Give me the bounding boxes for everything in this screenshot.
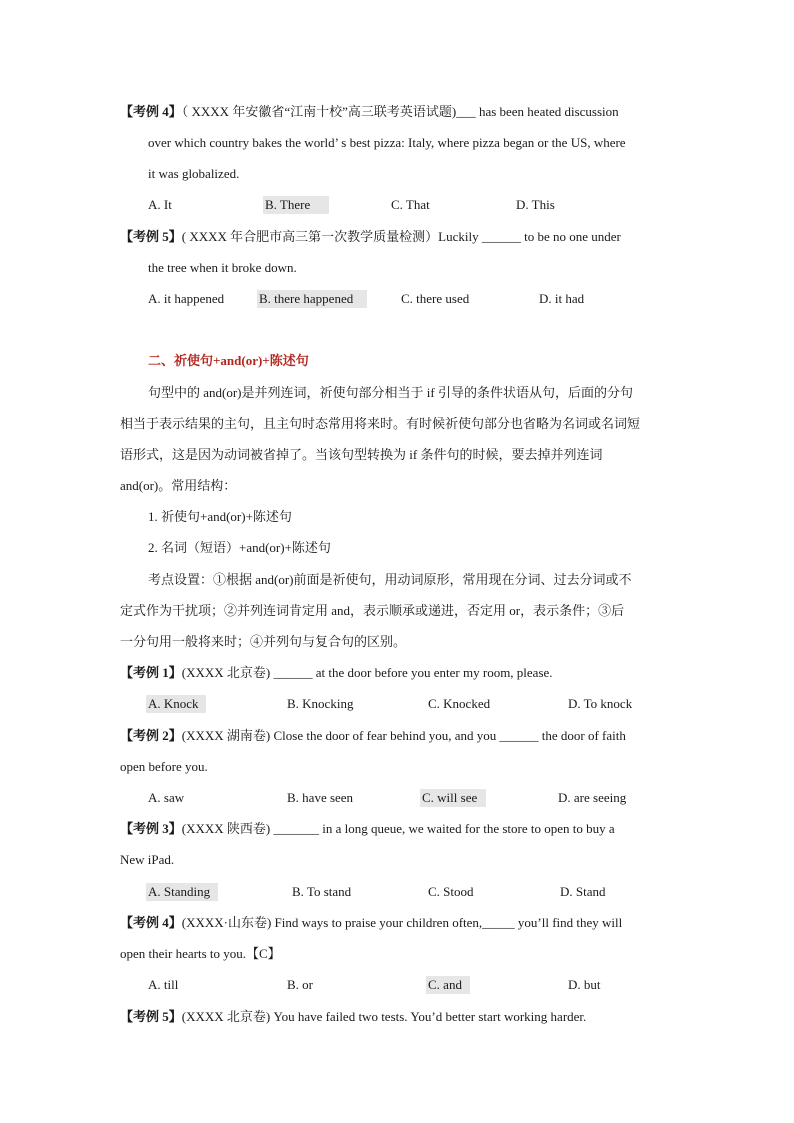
example-1-line1 (120, 664, 553, 682)
option-b: B. have seen (287, 790, 354, 805)
option-d: D. Stand (560, 884, 606, 899)
example-3-line1 (120, 820, 615, 838)
example-5a-line2: the tree when it broke down. (148, 260, 297, 275)
option-b: B. Knocking (287, 696, 354, 711)
option-a: A. it happened (148, 291, 225, 306)
example-4a-line2: over which country bakes the world’ s best pizza: Italy, where pizza began or the US, where (148, 135, 626, 150)
test-points-line1: 考点设置：①根据 and(or)前面是祈使句，用动词原形，常用现在分词、过去分词或不 (148, 572, 632, 587)
option-b-answer: B. there happened (257, 290, 367, 308)
section-para-line1: 句型中的 and(or)是并列连词，祈使句部分相当于 if 引导的条件状语从句，后面的分句 (148, 385, 633, 400)
example-label: 【考例 1】 (120, 665, 182, 680)
structure-item-1: 1. 祈使句+and(or)+陈述句 (148, 509, 292, 524)
option-a-answer: A. Standing (146, 883, 218, 901)
example-4a-line3: it was globalized. (148, 166, 240, 181)
example-text: (XXXX 陕西卷) _______ in a long queue, we waited for the store to open to buy a (181, 821, 615, 836)
option-d: D. but (568, 977, 601, 992)
option-b-answer: B. There (263, 196, 329, 214)
example-2-line1 (120, 727, 626, 745)
option-d: D. it had (539, 291, 585, 306)
option-d: D. To knock (568, 696, 633, 711)
example-text: ( XXXX 年合肥市高三第一次教学质量检测）Luckily ______ to be no one under (181, 229, 621, 244)
section-para-line2: 相当于表示结果的主句，且主句时态常用将来时。有时候祈使句部分也省略为名词或名词短 (120, 416, 641, 431)
example-text: (XXXX 北京卷) You have failed two tests. You’d better start working harder. (181, 1009, 587, 1024)
test-points-line3: 一分句用一般将来时；④并列句与复合句的区别。 (120, 634, 407, 649)
example-4a-line1 (120, 103, 675, 121)
option-d: D. This (516, 197, 555, 212)
section-heading: 二、祈使句+and(or)+陈述句 (148, 353, 309, 368)
example-text: (XXXX 湖南卷) Close the door of fear behind you, and you ______ the door of faith (181, 728, 626, 743)
example-label: 【考例 4】 (120, 104, 182, 119)
option-c-answer: C. and (426, 976, 470, 994)
option-c: C. there used (401, 291, 470, 306)
example-label: 【考例 5】 (120, 1009, 182, 1024)
option-a: A. saw (148, 790, 185, 805)
section-para-line4: and(or)。常用结构： (120, 478, 237, 493)
example-label: 【考例 5】 (120, 229, 182, 244)
example-4b-line1 (120, 914, 622, 932)
example-2-line2: open before you. (120, 759, 208, 774)
example-text: (XXXX 北京卷) ______ at the door before you enter my room, please. (181, 665, 553, 680)
option-a: A. It (148, 197, 172, 212)
example-label: 【考例 3】 (120, 821, 182, 836)
example-4b-line2: open their hearts to you.【C】 (120, 946, 281, 961)
option-d: D. are seeing (558, 790, 627, 805)
option-a-answer: A. Knock (146, 695, 206, 713)
option-c: C. Knocked (428, 696, 491, 711)
example-5b-line1 (120, 1008, 586, 1026)
example-3-line2: New iPad. (120, 852, 175, 867)
structure-item-2: 2. 名词（短语）+and(or)+陈述句 (148, 540, 331, 555)
option-b: B. or (287, 977, 313, 992)
example-text: (XXXX·山东卷) Find ways to praise your children often,_____ you’ll find they will (181, 915, 623, 930)
option-c-answer: C. will see (420, 789, 486, 807)
option-a: A. till (148, 977, 179, 992)
example-label: 【考例 2】 (120, 728, 182, 743)
section-para-line3: 语形式，这是因为动词被省掉了。当该句型转换为 if 条件句的时候，要去掉并列连词 (120, 447, 603, 462)
test-points-line2: 定式作为干扰项；②并列连词肯定用 and，表示顺承或递进，否定用 or，表示条件；③后 (120, 603, 625, 618)
example-5a-line1 (120, 228, 675, 246)
example-label: 【考例 4】 (120, 915, 182, 930)
option-c: C. Stood (428, 884, 474, 899)
example-text: （ XXXX 年安徽省“江南十校”高三联考英语试题)___ has been heated discussion (181, 104, 619, 119)
option-b: B. To stand (292, 884, 352, 899)
option-c: C. That (391, 197, 430, 212)
